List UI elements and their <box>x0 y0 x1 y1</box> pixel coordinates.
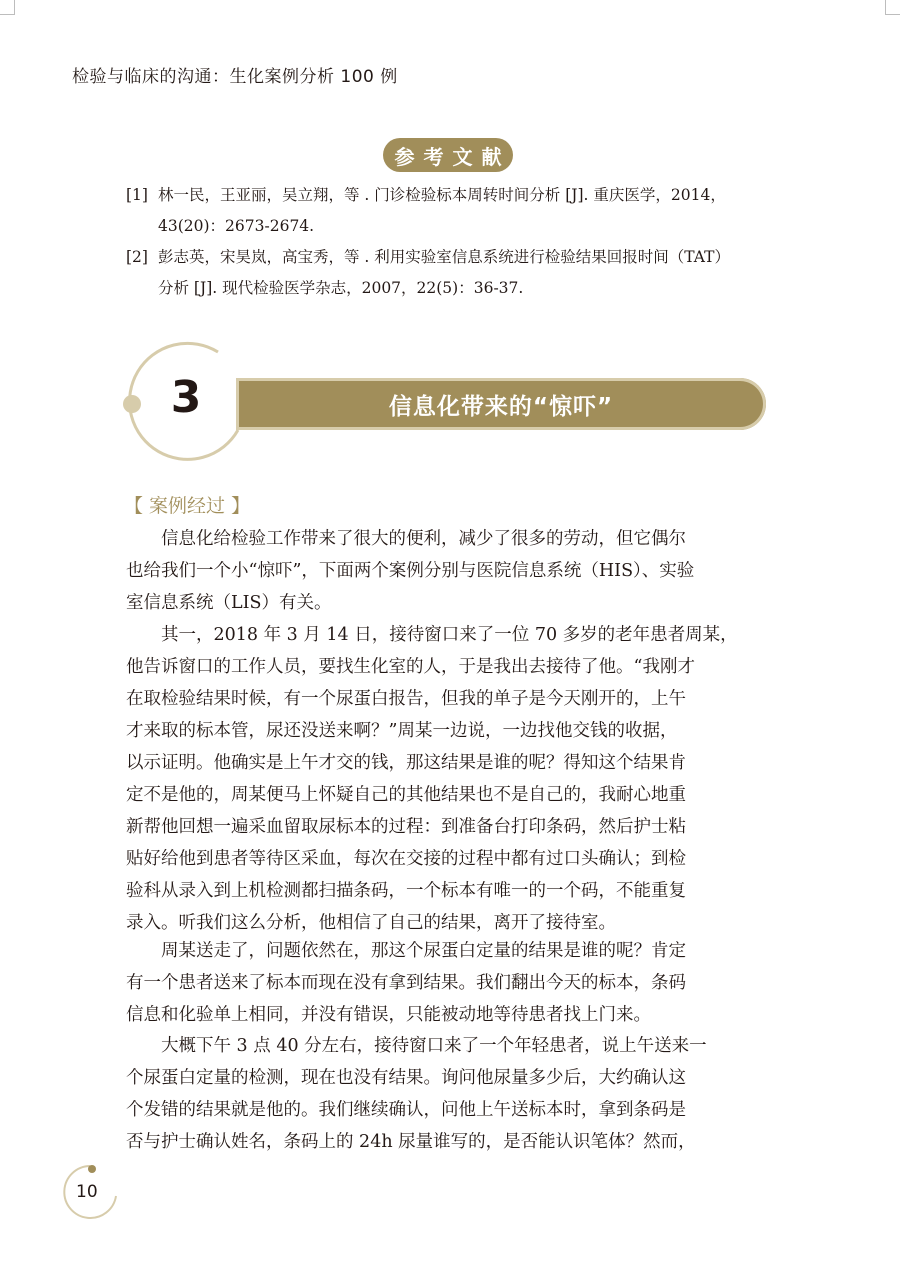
text-line: 录入。听我们这么分析，他相信了自己的结果，离开了接待室。 <box>126 913 616 933</box>
reference-item <box>126 242 776 304</box>
text-line: 室信息系统（LIS）有关。 <box>126 593 332 613</box>
chapter-number: 3 <box>170 372 202 423</box>
references-title-badge <box>383 138 513 172</box>
text-line: 否与护士确认姓名，条码上的 24h 尿量谁写的，是否能认识笔体？然而， <box>126 1132 696 1152</box>
chapter-dot <box>123 395 141 413</box>
paragraph <box>126 619 774 939</box>
reference-line: 43(20)：2673-2674. <box>158 217 315 235</box>
paragraph <box>126 1030 774 1158</box>
text-line: 才来取的标本管，尿还没送来啊？”周某一边说，一边找他交钱的收据， <box>126 721 678 741</box>
text-line: 周某送走了，问题依然在，那这个尿蛋白定量的结果是谁的呢？肯定 <box>126 941 686 961</box>
text-line: 其一，2018 年 3 月 14 日，接待窗口来了一位 70 多岁的老年患者周某， <box>126 625 738 645</box>
text-line: 也给我们一个小“惊吓”，下面两个案例分别与医院信息系统（HIS）、实验 <box>126 561 695 581</box>
text-line: 定不是他的，周某便马上怀疑自己的其他结果也不是自己的，我耐心地重 <box>126 785 686 805</box>
text-line: 个发错的结果就是他的。我们继续确认，问他上午送标本时，拿到条码是 <box>126 1100 686 1120</box>
text-line: 验科从录入到上机检测都扫描条码，一个标本有唯一的一个码，不能重复 <box>126 881 686 901</box>
reference-number: [2] <box>126 248 148 266</box>
text-line: 以示证明。他确实是上午才交的钱，那这结果是谁的呢？得知这个结果肯 <box>126 753 686 773</box>
page-number: 10 <box>76 1182 98 1202</box>
text-line: 信息化给检验工作带来了很大的便利，减少了很多的劳动，但它偶尔 <box>126 529 686 549</box>
running-header: 检验与临床的沟通：生化案例分析 100 例 <box>72 67 398 87</box>
paragraph <box>126 523 774 619</box>
reference-line: 彭志英，宋昊岚，高宝秀，等 . 利用实验室信息系统进行检验结果回报时间（TAT） <box>158 248 730 266</box>
chapter-title-band <box>236 378 766 430</box>
reference-line: 林一民，王亚丽，吴立翔，等 . 门诊检验标本周转时间分析 [J]. 重庆医学，2014， <box>158 186 726 204</box>
reference-line: 分析 [J]. 现代检验医学杂志，2007，22(5)：36-37. <box>158 279 524 297</box>
crop-mark-top-right <box>885 0 900 15</box>
text-line: 大概下午 3 点 40 分左右，接待窗口来了一个年轻患者，说上午送来一 <box>126 1036 707 1056</box>
text-line: 信息和化验单上相同，并没有错误，只能被动地等待患者找上门来。 <box>126 1005 651 1025</box>
text-line: 个尿蛋白定量的检测，现在也没有结果。询问他尿量多少后，大约确认这 <box>126 1068 686 1088</box>
paragraph <box>126 935 774 1031</box>
text-line: 新帮他回想一遍采血留取尿标本的过程：到准备台打印条码，然后护士粘 <box>126 817 686 837</box>
reference-item <box>126 180 776 242</box>
chapter-title: 信息化带来的“惊吓” <box>388 393 614 420</box>
reference-number: [1] <box>126 186 148 204</box>
references-title: 参考文献 <box>394 144 511 169</box>
text-line: 贴好给他到患者等待区采血，每次在交接的过程中都有过口头确认；到检 <box>126 849 686 869</box>
section-heading: 【 案例经过 】 <box>124 495 251 517</box>
text-line: 有一个患者送来了标本而现在没有拿到结果。我们翻出今天的标本，条码 <box>126 973 686 993</box>
text-line: 在取检验结果时候，有一个尿蛋白报告，但我的单子是今天刚开的，上午 <box>126 689 686 709</box>
crop-mark-top-left <box>0 0 15 15</box>
text-line: 他告诉窗口的工作人员，要找生化室的人，于是我出去接待了他。“我刚才 <box>126 657 695 677</box>
